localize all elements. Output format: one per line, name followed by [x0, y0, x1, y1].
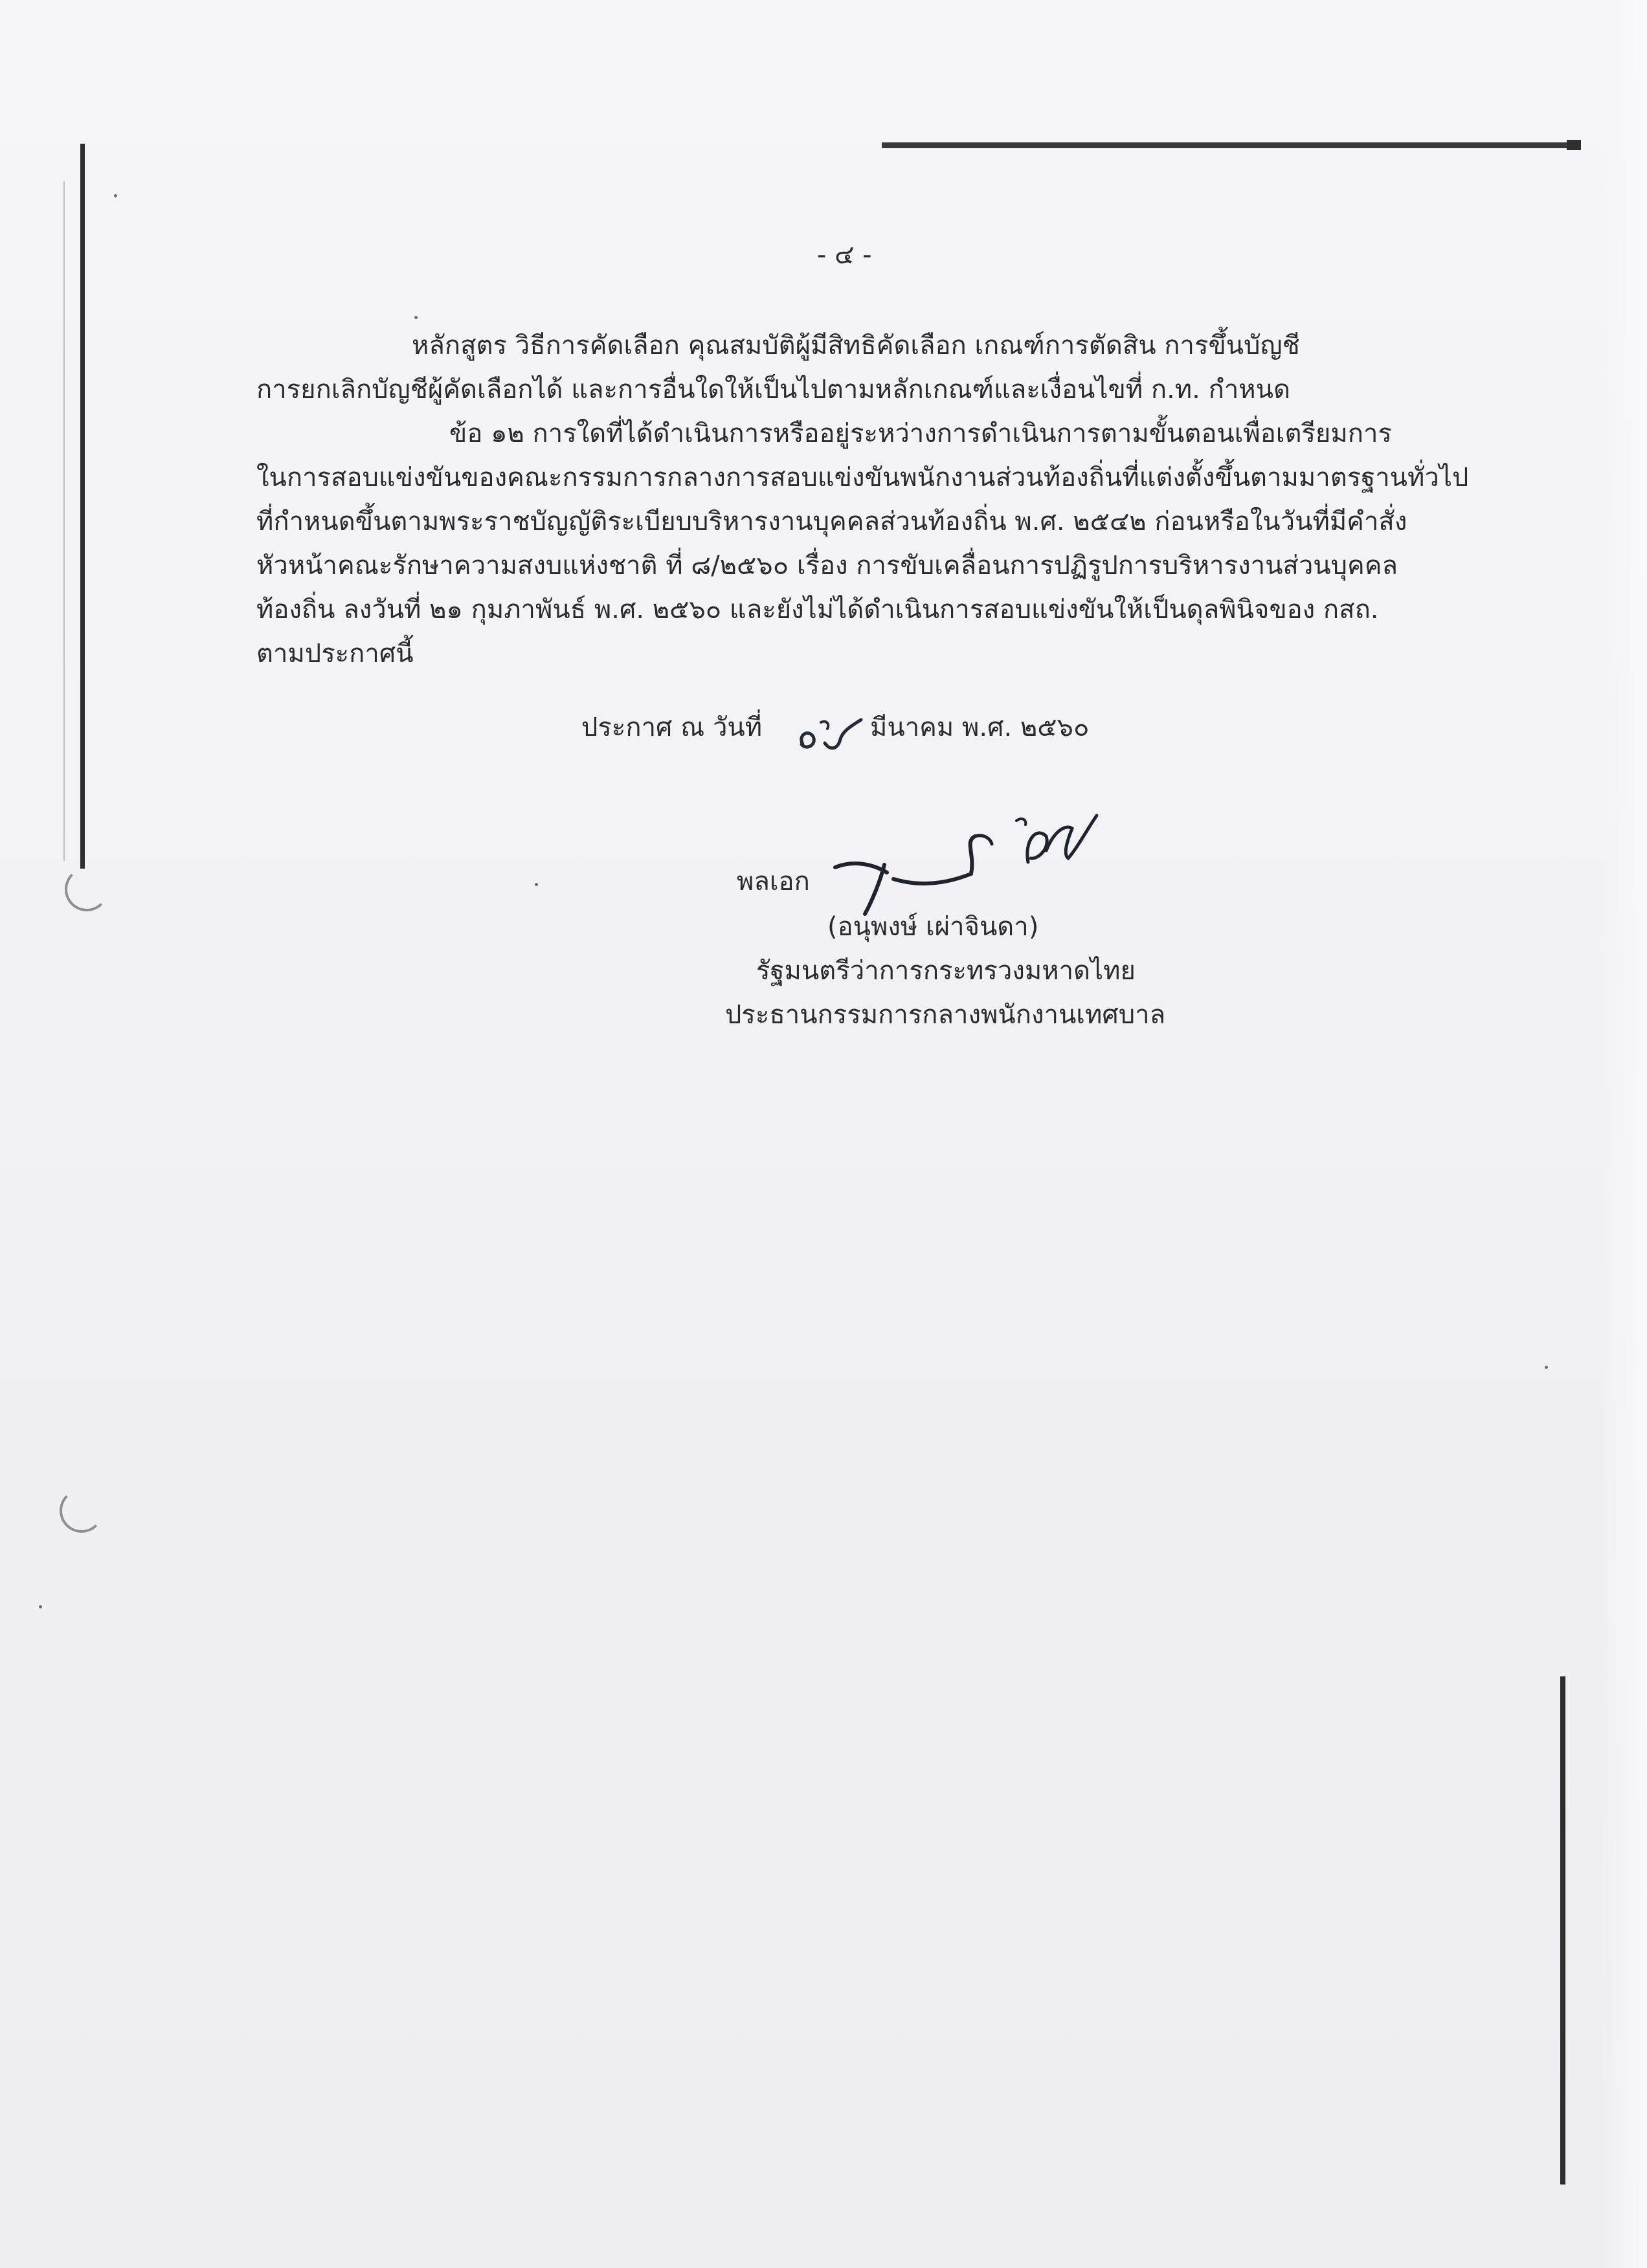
scan-border-right — [1560, 1676, 1565, 2185]
paragraph-2-line-4: หัวหน้าคณะรักษาความสงบแห่งชาติ ที่ ๘/๒๕๖๐ เรื่อง การขับเคลื่อนการปฏิรูปการบริหารงานส่วนบุคคล — [256, 551, 1398, 581]
paragraph-2-line-6: ตามประกาศนี้ — [256, 639, 414, 669]
handwritten-day-mark — [791, 711, 869, 762]
scan-speck — [414, 316, 418, 319]
scan-border-left-faint — [63, 181, 65, 861]
scan-speck — [535, 883, 538, 886]
announce-date-label: ประกาศ ณ วันที่ — [581, 713, 763, 742]
scan-speck — [39, 1605, 42, 1608]
signatory-position-2: ประธานกรรมการกลางพนักงานเทศบาล — [725, 1000, 1166, 1030]
scan-border-left — [80, 144, 85, 869]
announce-month-year: มีนาคม พ.ศ. ๒๕๖๐ — [870, 713, 1090, 742]
scan-speck — [1545, 1366, 1548, 1369]
paragraph-2-line-2: ในการสอบแข่งขันของคณะกรรมการกลางการสอบแข่งขันพนักงานส่วนท้องถิ่นที่แต่งตั้งขึ้นตามมาตรฐานทั่วไป — [256, 463, 1469, 493]
paragraph-2-line-3: ที่กำหนดขึ้นตามพระราชบัญญัติระเบียบบริหารงานบุคคลส่วนท้องถิ่น พ.ศ. ๒๕๔๒ ก่อนหรือในวันที่มีคำสั่ง — [256, 507, 1407, 537]
scan-border-top-end — [1567, 140, 1581, 150]
paragraph-2-line-5: ท้องถิ่น ลงวันที่ ๒๑ กุมภาพันธ์ พ.ศ. ๒๕๖๐ และยังไม่ได้ดำเนินการสอบแข่งขันให้เป็นดุลพินิจของ กสถ. — [256, 595, 1379, 625]
punch-hole-mark — [60, 1489, 104, 1533]
paragraph-1-line-1: หลักสูตร วิธีการคัดเลือก คุณสมบัติผู้มีสิทธิคัดเลือก เกณฑ์การตัดสิน การขึ้นบัญชี — [412, 331, 1300, 361]
signatory-position-1: รัฐมนตรีว่าการกระทรวงมหาดไทย — [756, 956, 1136, 986]
paragraph-2-line-1: ข้อ ๑๒ การใดที่ได้ดำเนินการหรืออยู่ระหว่างการดำเนินการตามขั้นตอนเพื่อเตรียมการ — [449, 419, 1392, 449]
scan-border-top — [882, 142, 1580, 148]
scan-edge-shadow — [1602, 0, 1647, 2268]
signatory-rank: พลเอก — [737, 867, 810, 896]
scan-speck — [114, 194, 117, 197]
paragraph-1-line-2: การยกเลิกบัญชีผู้คัดเลือกได้ และการอื่นใดให้เป็นไปตามหลักเกณฑ์และเงื่อนไขที่ ก.ท. กำหนด — [256, 375, 1290, 405]
signatory-name: (อนุพงษ์ เผ่าจินดา) — [827, 912, 1039, 942]
punch-hole-mark — [65, 867, 109, 911]
page-number: - ๔ - — [817, 240, 872, 270]
